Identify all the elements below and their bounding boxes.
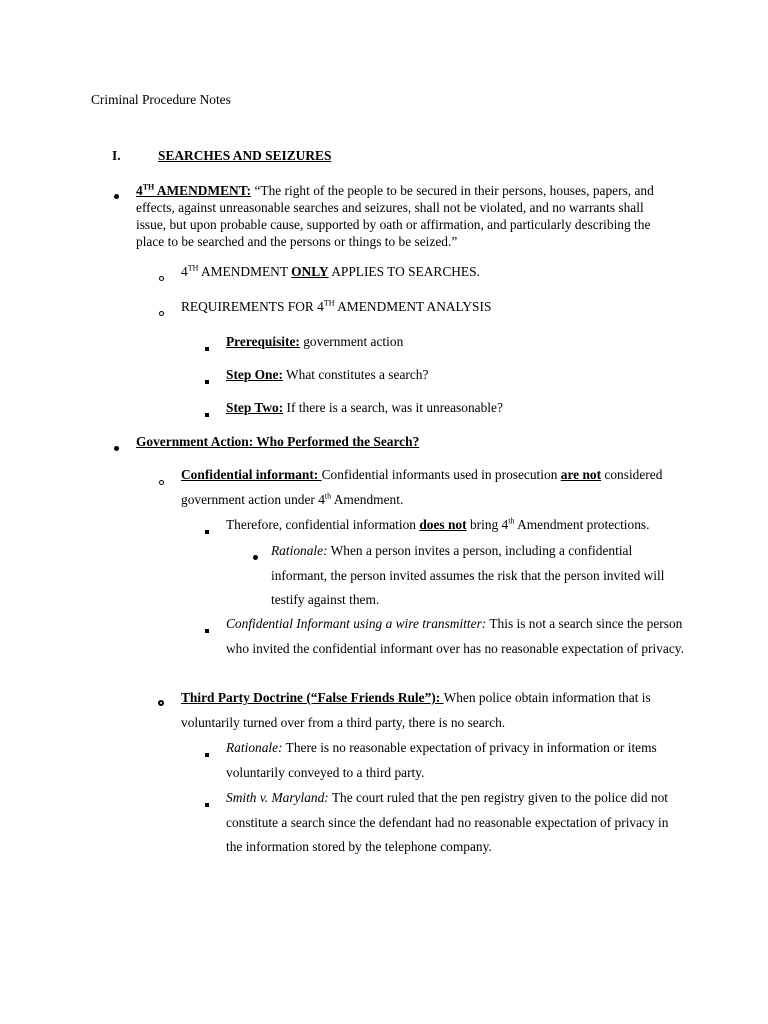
bullet-bold-ring-icon [158,695,164,708]
therefore-line: Therefore, confidential information does not bring 4th Amendment protections. [226,516,650,532]
rationale-third-party: Rationale: There is no reasonable expectation of privacy in information or items voluntarily conveyed to a third party. [226,740,657,780]
amendment-quote: “The right of the people to be secured in their persons, houses, papers, and effects, against unreasonable searches and seizures, shall not be violated, and no warrants shall issue, but upon probable cause, supported by oath or affirmation, and particularly describing the place to be searched and the persons or things to be seized.” [136,183,654,249]
third-party-paragraph: Third Party Doctrine (“False Friends Rule”): When police obtain information that is voluntarily turned over from a third party, there is no search. [181,690,651,730]
bullet-square-icon [205,746,209,759]
bullet-square-icon [205,373,209,386]
step-one-line: Step One: What constitutes a search? [226,367,429,382]
prerequisite-line: Prerequisite: government action [226,334,404,349]
rationale-informant: Rationale: When a person invites a person, including a confidential informant, the person invited assumes the risk that the person invited will testify against them. [271,543,665,608]
bullet-dot-icon [114,440,119,453]
only-applies-line: 4TH AMENDMENT ONLY APPLIES TO SEARCHES. [181,263,480,279]
amendment-paragraph [136,182,676,250]
informant-paragraph: Confidential informant: Confidential informants used in prosecution are not considered government action under 4th Amendment. [181,467,663,507]
bullet-square-icon [205,340,209,353]
amendment-label: 4TH AMENDMENT: [136,182,252,198]
wire-transmitter-paragraph: Confidential Informant using a wire transmitter: This is not a search since the person who invited the confidential informant over has no reasonable expectation of privacy. [226,616,684,656]
bullet-square-icon [205,796,209,809]
bullet-square-icon [205,406,209,419]
bullet-ring-icon [159,270,164,283]
government-action-heading: Government Action: Who Performed the Search? [136,434,420,449]
bullet-ring-icon [159,305,164,318]
requirements-line: REQUIREMENTS FOR 4TH AMENDMENT ANALYSIS [181,298,492,314]
bullet-dot-icon [114,188,119,201]
section-title: SEARCHES AND SEIZURES [158,148,332,163]
bullet-square-icon [205,622,209,635]
document-title: Criminal Procedure Notes [91,92,231,107]
section-number: I. [112,148,121,163]
step-two-line: Step Two: If there is a search, was it unreasonable? [226,400,503,415]
bullet-dot-icon [253,549,258,562]
bullet-square-icon [205,523,209,536]
bullet-ring-icon [159,474,164,487]
smith-v-maryland-paragraph: Smith v. Maryland: The court ruled that the pen registry given to the police did not constitute a search since the defendant had no reasonable expectation of privacy in the information stored by the telephone company. [226,790,669,855]
